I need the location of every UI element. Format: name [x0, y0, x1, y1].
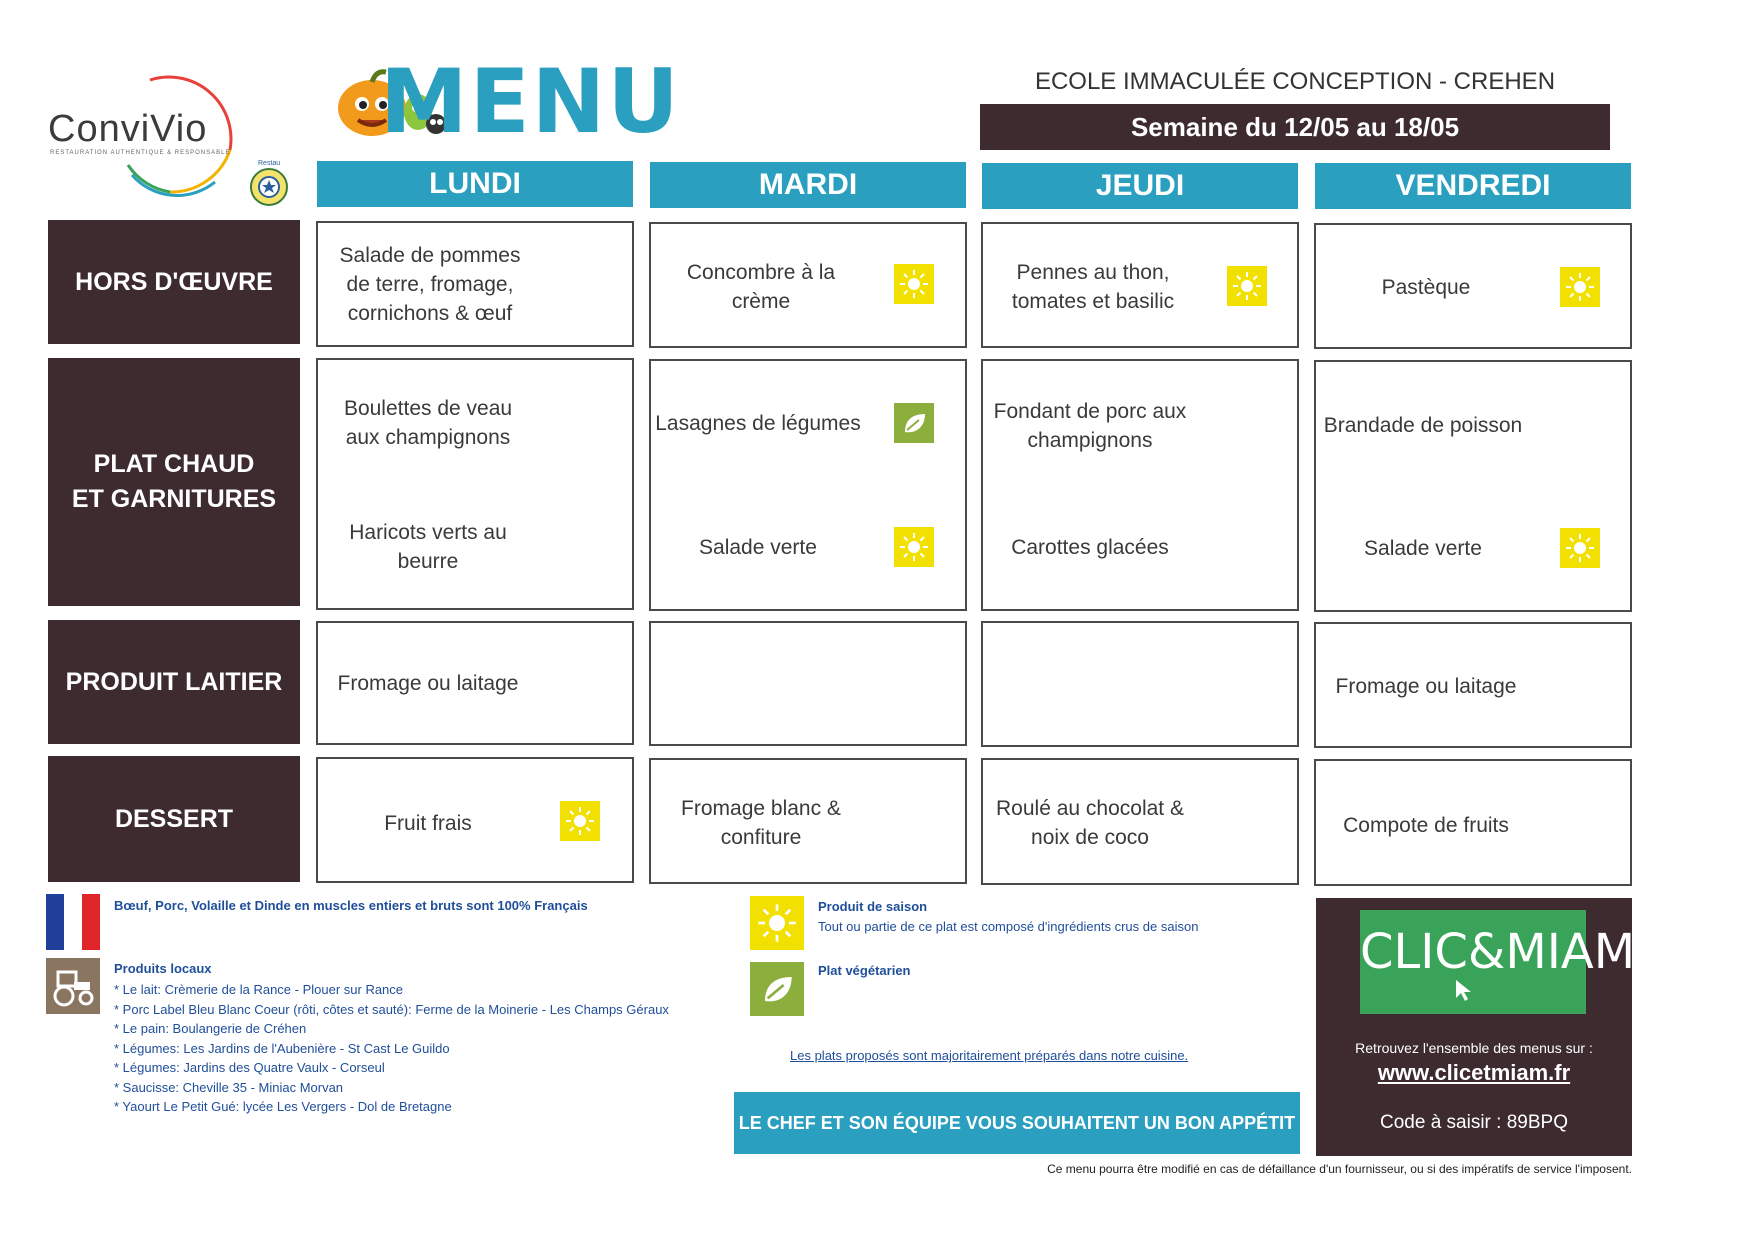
kitchen-note: Les plats proposés sont majoritairement préparés dans notre cuisine.	[790, 1048, 1189, 1063]
clicetmiam-url[interactable]: www.clicetmiam.fr	[1377, 1060, 1571, 1085]
dish-text: Boulettes de veau aux champignons	[343, 397, 513, 449]
dish-text: Compote de fruits	[1343, 814, 1509, 837]
brand-tagline: RESTAURATION AUTHENTIQUE & RESPONSABLE	[50, 150, 231, 156]
cell-vendredi-plat	[1314, 360, 1632, 612]
tractor-icon	[46, 958, 100, 1014]
local-item: * Légumes: Jardins des Quatre Vaulx - Corseul	[114, 1060, 385, 1075]
french-flag-icon	[46, 894, 100, 950]
local-item: * Le pain: Boulangerie de Créhen	[114, 1021, 307, 1036]
local-products-title: Produits locaux	[114, 961, 212, 976]
dish-text: Salade de pommes de terre, fromage, cornichons & œuf	[339, 244, 521, 325]
garnish-text: Salade verte	[699, 536, 817, 559]
season-legend-title: Produit de saison	[818, 899, 928, 914]
dish-text: Brandade de poisson	[1323, 414, 1523, 437]
category-plat-chaud	[48, 358, 300, 606]
local-products-list	[114, 980, 684, 1117]
garnish-text: Salade verte	[1364, 537, 1482, 560]
convivio-logo	[40, 70, 240, 200]
garnish-text: Haricots verts au beurre	[349, 521, 507, 573]
restau-badge	[246, 162, 292, 208]
category-produit-laitier	[48, 620, 300, 744]
day-header-vendredi: VENDREDI	[1315, 163, 1631, 209]
veg-legend-title: Plat végétarien	[818, 963, 911, 978]
category-dessert	[48, 756, 300, 882]
week-banner: Semaine du 12/05 au 18/05	[980, 104, 1610, 150]
badge-label: Restau	[258, 160, 281, 167]
badge-icon	[246, 162, 292, 208]
dish-text: Pennes au thon, tomates et basilic	[1011, 261, 1175, 313]
cell-mardi-plat	[649, 359, 967, 611]
day-header-lundi: LUNDI	[317, 161, 633, 207]
sun-icon	[1560, 267, 1600, 307]
cell-lundi-plat	[316, 358, 634, 610]
category-hors-doeuvre	[48, 220, 300, 344]
dish-text: Pastèque	[1381, 276, 1471, 299]
clicetmiam-logo	[1360, 910, 1655, 1014]
cell-vendredi-hors	[1314, 223, 1632, 349]
cell-mardi-dessert	[649, 758, 967, 884]
sun-icon	[1560, 528, 1600, 568]
sun-icon	[750, 896, 804, 950]
disclaimer: Ce menu pourra être modifié en cas de défaillance d'un fournisseur, ou si des impératifs de service l'imposent.	[1047, 1162, 1632, 1176]
dish-text: Concombre à la crème	[686, 261, 836, 313]
dish-text: Fruit frais	[384, 812, 472, 835]
clicetmiam-logo-text: CLIC&MIAM!	[1360, 924, 1655, 980]
dish-text: Fromage ou laitage	[337, 672, 519, 695]
sun-icon	[1227, 266, 1267, 306]
brand-name: ConviVio	[48, 108, 208, 150]
category-label-line1: PLAT CHAUD	[93, 450, 255, 478]
cell-lundi-dessert	[316, 757, 634, 883]
dish-text: Fondant de porc aux champignons	[993, 400, 1187, 452]
category-label: HORS D'ŒUVRE	[75, 267, 273, 296]
day-header-jeudi: JEUDI	[982, 163, 1298, 209]
school-name: ECOLE IMMACULÉE CONCEPTION - CREHEN	[1034, 68, 1556, 95]
local-item: * Yaourt Le Petit Gué: lycée Les Vergers - Dol de Bretagne	[114, 1099, 452, 1114]
category-label-line2: ET GARNITURES	[71, 485, 277, 513]
clicetmiam-code: Code à saisir : 89BPQ	[1380, 1112, 1568, 1133]
category-label: DESSERT	[114, 804, 234, 833]
dish-text: Roulé au chocolat & noix de coco	[996, 797, 1184, 849]
cell-jeudi-hors	[981, 222, 1299, 348]
clicetmiam-find-text: Retrouvez l'ensemble des menus sur :	[1355, 1040, 1593, 1056]
cell-jeudi-dessert	[981, 758, 1299, 885]
cell-mardi-laitier	[649, 621, 967, 746]
cell-lundi-laitier	[316, 621, 634, 745]
cell-mardi-hors	[649, 222, 967, 348]
local-item: * Le lait: Crèmerie de la Rance - Plouer sur Rance	[114, 982, 404, 997]
category-label: PRODUIT LAITIER	[65, 667, 283, 696]
dish-text: Fromage ou laitage	[1335, 675, 1517, 698]
day-header-mardi: MARDI	[650, 162, 966, 208]
garnish-text: Carottes glacées	[1011, 536, 1169, 559]
cell-jeudi-laitier	[981, 621, 1299, 747]
cell-vendredi-laitier	[1314, 622, 1632, 748]
menu-title: MENU	[380, 50, 681, 153]
sun-icon	[894, 527, 934, 567]
dish-text: Fromage blanc & confiture	[681, 797, 841, 849]
sun-icon	[894, 264, 934, 304]
leaf-icon	[894, 403, 934, 443]
dish-text: Lasagnes de légumes	[655, 412, 861, 435]
bon-appetit-banner: LE CHEF ET SON ÉQUIPE VOUS SOUHAITENT UN BON APPÉTIT !	[734, 1092, 1300, 1154]
leaf-icon	[750, 962, 804, 1016]
cell-vendredi-dessert	[1314, 759, 1632, 886]
cell-lundi-hors	[316, 221, 634, 347]
season-legend-text: Tout ou partie de ce plat est composé d'ingrédients crus de saison	[818, 919, 1199, 934]
local-item: * Porc Label Bleu Blanc Coeur (rôti, côtes et sauté): Ferme de la Moinerie - Les Champs Géraux	[114, 1001, 669, 1017]
sun-icon	[560, 801, 600, 841]
cell-jeudi-plat	[981, 359, 1299, 611]
french-meat-note: Bœuf, Porc, Volaille et Dinde en muscles entiers et bruts sont 100% Français	[114, 898, 588, 913]
local-item: * Légumes: Les Jardins de l'Aubenière - St Cast Le Guildo	[114, 1040, 450, 1056]
cursor-icon	[1452, 978, 1476, 1004]
clicetmiam-box	[1316, 898, 1655, 1156]
local-item: * Saucisse: Cheville 35 - Miniac Morvan	[114, 1079, 344, 1095]
